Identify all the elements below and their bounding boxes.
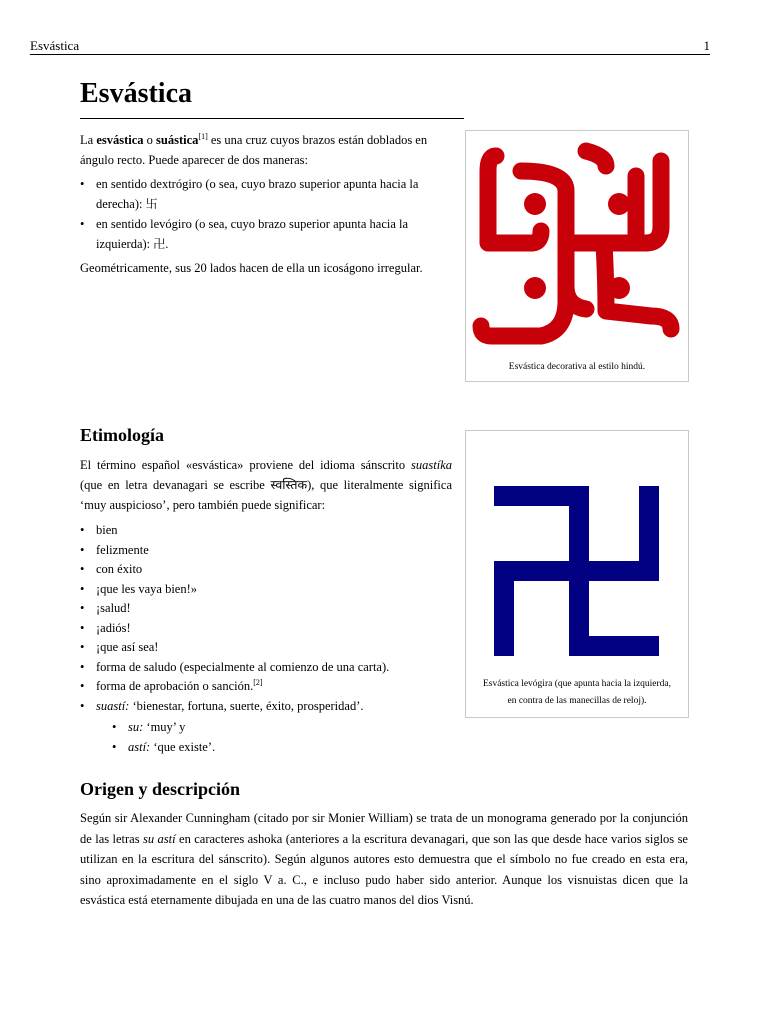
list-item: • con éxito: [80, 560, 452, 580]
figure-caption: Esvástica levógira (que apunta hacia la izquierda, en contra de las manecillas de reloj).: [482, 679, 672, 706]
list-item: • ¡salud!: [80, 599, 452, 619]
sub-list-item: • su: ‘muy’ y: [112, 718, 452, 738]
etimologia-section: [80, 455, 452, 761]
header-divider: [30, 54, 710, 55]
hindu-swastika-image: [466, 131, 688, 353]
dextro-swastika-icon: 卐: [145, 197, 158, 211]
reference-link-2[interactable]: [2]: [253, 677, 263, 687]
reference-link-1[interactable]: [1]: [198, 131, 208, 141]
section-heading-origen: Origen y descripción: [80, 779, 240, 799]
intro-section: [80, 130, 452, 282]
sub-list: [96, 718, 452, 757]
intro-paragraph: La esvástica o suástica[1] es una cruz cuyos brazos están doblados en ángulo recto. Puede aparecer de dos maneras:: [80, 131, 428, 167]
etimologia-paragraph: El término español «esvástica» proviene del idioma sánscrito suastíka (que en letra devanagari se escribe स्वस्तिक), que literalmente significa ‘muy auspicioso’, pero también puede significar:: [80, 458, 452, 512]
sub-list-item: • astí: ‘que existe’.: [112, 738, 452, 758]
meaning-list: [80, 521, 452, 757]
list-item: • ¡que les vaya bien!»: [80, 580, 452, 600]
list-item: • en sentido levógiro (o sea, cuyo brazo superior apunta hacia la izquierda): 卍.: [80, 214, 452, 254]
direction-list: [80, 174, 452, 254]
figure-caption: Esvástica decorativa al estilo hindú.: [508, 362, 646, 372]
figure-levo-swastika[interactable]: [465, 430, 689, 718]
list-item: • ¡que así sea!: [80, 638, 452, 658]
list-item: • suastí: ‘bienestar, fortuna, suerte, éxito, prosperidad’. • su: ‘muy’ y • astí: ‘que existe’.: [80, 697, 452, 758]
page-number: 1: [703, 38, 710, 53]
list-item: • forma de aprobación o sanción.[2]: [80, 677, 452, 697]
figure-decorative-swastika[interactable]: [465, 130, 689, 382]
section-heading-etimologia: Etimología: [80, 425, 164, 445]
origen-section: [80, 808, 688, 911]
list-item: • felizmente: [80, 541, 452, 561]
list-item: • forma de saludo (especialmente al comienzo de una carta).: [80, 658, 452, 678]
list-item: • bien: [80, 521, 452, 541]
list-item: • ¡adiós!: [80, 619, 452, 639]
running-head-title: Esvástica: [30, 38, 80, 53]
devanagari-text: स्वस्तिक: [270, 478, 308, 492]
levo-swastika-icon: 卍: [153, 237, 166, 251]
running-head: [30, 38, 710, 54]
geometry-paragraph: Geométricamente, sus 20 lados hacen de ella un icoságono irregular.: [80, 261, 423, 275]
blue-swastika-image: [466, 446, 688, 668]
article-title: Esvástica: [80, 78, 192, 109]
title-divider: [80, 118, 464, 119]
list-item: • en sentido dextrógiro (o sea, cuyo brazo superior apunta hacia la derecha): 卐: [80, 174, 452, 214]
origen-paragraph: Según sir Alexander Cunningham (citado por sir Monier William) se trata de un monograma generado por la conjunción de las letras su astí en caracteres ashoka (anteriores a la escritura devanagari, que son las que desde hace varios siglos se utilizan en la escritura del sánscrito). Según algunos autores esto demuestra que el símbolo no fue creado en esta era, sino aproximadamente en el siglo V a. C., e incluso pudo haber sido anterior. Aunque los visnuistas dicen que la esvástica está eternamente dibujada en una de las cuatro manos del dios Visnú.: [80, 811, 688, 907]
